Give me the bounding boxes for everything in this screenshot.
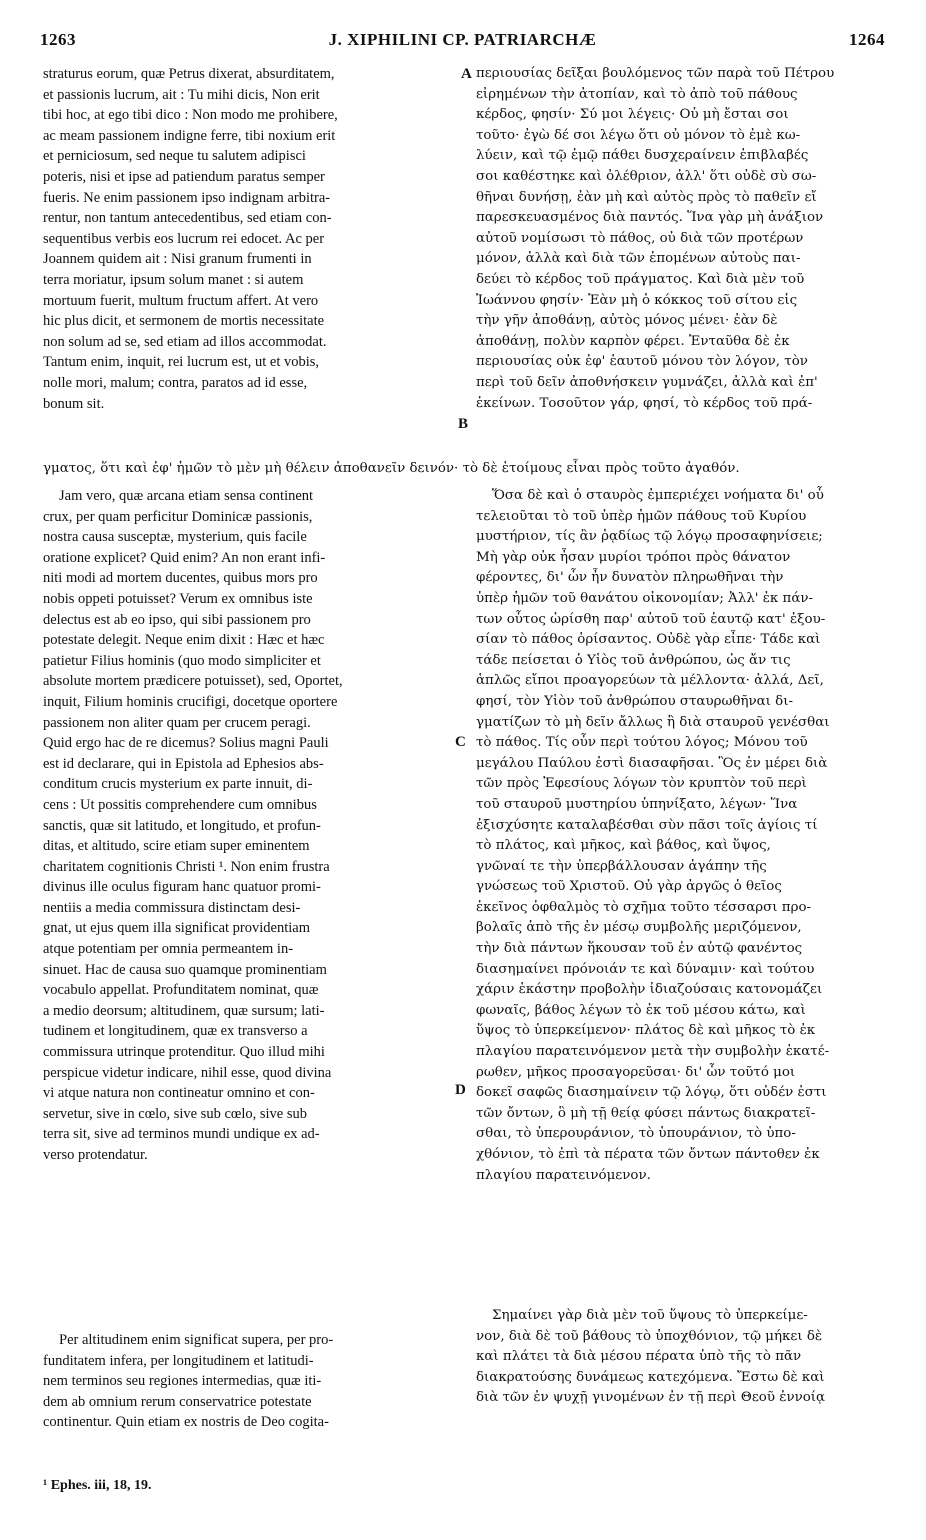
text-line: ἐξισχύσητε καταλαβέσθαι σὺν πᾶσι τοῖς ἁγίοις τί bbox=[476, 817, 818, 833]
margin-marker-c: C bbox=[455, 734, 466, 750]
text-line: mortuum fuerit, multum fructum affert. At vero bbox=[43, 292, 319, 309]
text-line: charitatem cognitionis Christi ¹. Non enim frustra bbox=[43, 858, 330, 875]
text-line: Μὴ γὰρ οὐκ ἦσαν μυρίοι τρόποι πρὸς θάνατον bbox=[476, 549, 791, 565]
text-line: δοκεῖ σαφῶς διασημαίνειν τῷ λόγῳ, ὅτι οὐδέν ἐστι bbox=[476, 1085, 827, 1101]
text-line: conditum crucis mysterium ex parte innuit, di- bbox=[43, 776, 313, 793]
text-line: μυστήριον, τίς ἂν ῥᾳδίως τῷ λόγῳ προσαφηνίσειε; bbox=[476, 529, 823, 545]
text-line: nolle mori, malum; contra, paratos ad id esse, bbox=[43, 374, 308, 391]
margin-marker-d: D bbox=[455, 1082, 466, 1098]
text-line: διὰ τῶν ἐν ψυχῇ γινομένων ἐν τῇ περὶ Θεοῦ ἐννοίᾳ bbox=[476, 1390, 826, 1406]
text-line: gnat, ut ejus quem illa significat providentiam bbox=[43, 920, 310, 937]
latin-paragraph-last bbox=[43, 1330, 456, 1433]
text-line: a medio deorsum; altitudinem, quæ sursum; lati- bbox=[43, 1002, 325, 1019]
text-line: γνώσεως τοῦ Χριστοῦ. Οὐ γὰρ ἀργῶς ὁ θεῖος bbox=[476, 879, 782, 895]
text-line: et perniciosum, sed neque tu salutem adipisci bbox=[43, 148, 306, 165]
text-line: φησί, τὸν Υἱὸν τοῦ ἀνθρώπου σταυρωθῆναι δι- bbox=[476, 693, 794, 709]
text-line: τὸ πλάτος, καὶ μῆκος, καὶ βάθος, καὶ ὕψος, bbox=[476, 838, 771, 854]
text-line: δεύει τὸ κέρδος τοῦ πράγματος. Καὶ διὰ μὲν τοῦ bbox=[476, 271, 805, 287]
text-line: sequentibus verbis eos lucrum rei edocet. Ac per bbox=[43, 230, 325, 247]
text-line: τὴν γῆν ἀποθάνῃ, αὐτὸς μόνος μένει· ἐὰν δὲ bbox=[476, 313, 778, 329]
text-line: τὴν διὰ πάντων ἥκουσαν τοῦ ἐν αὐτῷ φανέντος bbox=[476, 941, 803, 957]
text-line: passionem non aliter quam per crucem peragi. bbox=[43, 714, 311, 731]
text-line: βολαῖς ἀπὸ τῆς ἐν μέσῳ συμβολῆς μεριζόμενον, bbox=[476, 920, 802, 936]
text-line: σοι καθέστηκε καὶ ὀλέθριον, ἀλλ' ὅτι οὐδὲ σὺ σω- bbox=[476, 168, 817, 184]
text-line: περὶ τοῦ δεῖν ἀποθνήσκειν γυμνάζει, ἀλλὰ καὶ ἐπ' bbox=[476, 374, 818, 390]
text-line: et passionis lucrum, ait : Tu mihi dicis, Non erit bbox=[43, 86, 320, 103]
text-line: rentur, non tantum antecedentibus, sed etiam con- bbox=[43, 210, 332, 227]
text-line: πλαγίου παρατεινόμενον. bbox=[476, 1167, 651, 1183]
text-line: γματίζων τὸ μὴ δεῖν ἄλλως ἢ διὰ σταυροῦ γενέσθαι bbox=[476, 714, 830, 730]
text-line: tibi hoc, at ego tibi dico : Non modo me prohibere, bbox=[43, 107, 338, 124]
text-line: sinuet. Hac de causa suo quamque prominentiam bbox=[43, 961, 327, 978]
text-line: fueris. Ne enim passionem ipso indignam arbitra- bbox=[43, 189, 331, 206]
text-line: ἐκεῖνος ὀφθαλμὸς τὸ σχῆμα τοῦτο τέσσαρσι προ- bbox=[476, 899, 812, 915]
text-line: τῶν ὄντων, ὃ μὴ τῇ θείᾳ φύσει πάντως διακρατεῖ- bbox=[476, 1105, 816, 1121]
margin-marker-b: B bbox=[458, 416, 469, 432]
text-line: crux, per quam perficitur Dominicæ passionis, bbox=[43, 508, 313, 525]
text-line: bonum sit. bbox=[43, 395, 105, 412]
text-line: tudinem et longitudinem, quæ ex transverso a bbox=[43, 1023, 308, 1040]
text-line: Σημαίνει γὰρ διὰ μὲν τοῦ ὕψους τὸ ὑπερκείμε- bbox=[492, 1308, 808, 1323]
text-line: commissura utrinque protenditur. Quo illud mihi bbox=[43, 1044, 325, 1061]
greek-paragraph-last bbox=[476, 1306, 889, 1409]
text-line: ὕψος τὸ ὑπερκείμενον· πλάτος δὲ καὶ μῆκος τὸ ἐκ bbox=[476, 1023, 816, 1039]
text-line: funditatem infera, per longitudinem et latitudi- bbox=[43, 1352, 314, 1369]
text-line: εἰρημένων τὴν ἀτοπίαν, καὶ τὸ ἀπὸ τοῦ πάθους bbox=[476, 86, 798, 102]
text-line: ρωθεν, μῆκος προσαγορεῦσαι· δι' ὧν τοῦτό μοι bbox=[476, 1064, 796, 1080]
text-line: αὐτοῦ νομίσωσι τὸ πάθος, οὐ διὰ τῶν προτέρων bbox=[476, 230, 804, 246]
text-line: τελειοῦται τὸ τοῦ ὑπὲρ ἡμῶν πάθους τοῦ Κυρίου bbox=[476, 508, 807, 524]
spanning-greek-line: γματος, ὅτι καὶ ἐφ' ἡμῶν τὸ μὲν μὴ θέλειν ἀποθανεῖν δεινόν· τὸ δὲ ἑτοίμους εἶναι πρὸς τοῦτο ἀγαθόν. bbox=[43, 461, 740, 476]
text-line: παρεσκευασμένος διὰ παντός. Ἵνα γὰρ μὴ ἀνάξιον bbox=[476, 210, 824, 226]
text-line: τὸ πάθος. Τίς οὖν περὶ τούτου λόγος; Μόνου τοῦ bbox=[476, 735, 808, 751]
greek-column-top bbox=[476, 64, 889, 414]
text-line: τάδε πείσεται ὁ Υἱὸς τοῦ ἀνθρώπου, ὡς ἄν τις bbox=[476, 652, 791, 668]
text-line: hic plus dicit, et sermonem de mortis necessitate bbox=[43, 313, 325, 330]
text-line: ἀποθάνῃ, πολὺν καρπὸν φέρει. Ἐνταῦθα δὲ ἐκ bbox=[476, 333, 790, 349]
text-line: nem terminos seu regiones intermedias, quæ iti- bbox=[43, 1373, 322, 1390]
margin-marker-a: A bbox=[461, 66, 472, 82]
text-line: τοῦτο· ἐγὼ δέ σοι λέγω ὅτι οὐ μόνον τὸ ἐμὲ κω- bbox=[476, 127, 801, 143]
text-line: poteris, nisi et ipse ad patiendum paratus semper bbox=[43, 168, 325, 185]
running-title: J. XIPHILINI CP. PATRIARCHÆ bbox=[328, 30, 597, 49]
footnote: ¹ Ephes. iii, 18, 19. bbox=[43, 1478, 152, 1493]
text-line: τοῦ σταυροῦ μυστηρίου ὑπηνίξατο, λέγων· Ἵνα bbox=[476, 796, 798, 812]
text-line: divinus ille oculus figuram hanc quatuor promi- bbox=[43, 879, 321, 896]
text-line: inquit, Filium hominis crucifigi, docetque oportere bbox=[43, 693, 338, 710]
text-line: Joannem quidem ait : Nisi granum frumenti in bbox=[43, 251, 312, 268]
text-line: straturus eorum, quæ Petrus dixerat, absurditatem, bbox=[43, 66, 335, 82]
text-line: terra moriatur, ipsum solum manet : si autem bbox=[43, 271, 304, 288]
text-line: ἐκείνων. Τοσοῦτον γάρ, φησί, τὸ κέρδος τοῦ πρά- bbox=[476, 395, 813, 411]
text-line: vocabulo appellat. Profunditatem nominat, quæ bbox=[43, 982, 319, 999]
text-line: terra sit, sive ad terminos mundi undique ex ad- bbox=[43, 1126, 320, 1143]
text-line: dem ab omnium rerum conservatrice potestate bbox=[43, 1393, 312, 1410]
text-line: non solum ad se, sed etiam ad illos accommodat. bbox=[43, 333, 327, 350]
text-line: Quid ergo hac de re dicemus? Solius magni Pauli bbox=[43, 735, 329, 752]
text-line: ὑπὲρ ἡμῶν τοῦ θανάτου οἰκονομίαν; Ἀλλ' ἐκ πάν- bbox=[476, 590, 814, 606]
text-line: oratione explicet? Quid enim? An non erant infi- bbox=[43, 549, 326, 566]
text-line: atque potentiam per omnia permeantem in- bbox=[43, 941, 294, 958]
page-number-left: 1263 bbox=[40, 30, 76, 49]
text-line: φέροντες, δι' ὧν ἦν δυνατὸν πληρωθῆναι τὴν bbox=[476, 570, 784, 586]
text-line: πλαγίου παρατεινόμενον μετὰ τὴν συμβολὴν ἑκατέ- bbox=[476, 1044, 830, 1060]
text-line: περιουσίας δεῖξαι βουλόμενος τῶν παρὰ τοῦ Πέτρου bbox=[476, 66, 835, 81]
text-line: patietur Filius hominis (quo modo simpliciter et bbox=[43, 652, 321, 669]
text-line: continentur. Quin etiam ex nostris de Deo cogita- bbox=[43, 1414, 329, 1431]
text-line: delectus est ab eo ipso, qui sibi passionem pro bbox=[43, 611, 311, 628]
text-line: nostra causa susceptæ, mysterium, quis facile bbox=[43, 529, 307, 546]
text-line: Tantum enim, inquit, rei lucrum est, ut et vobis, bbox=[43, 354, 320, 371]
text-line: ditas, et altitudo, scire etiam super eminentem bbox=[43, 838, 310, 855]
text-line: μόνον, ἀλλὰ καὶ διὰ τῶν ἑπομένων αὐτοὺς παι- bbox=[476, 251, 801, 267]
text-line: Ὅσα δὲ καὶ ὁ σταυρὸς ἐμπεριέχει νοήματα δι' οὗ bbox=[492, 488, 824, 503]
page-number-right: 1264 bbox=[849, 30, 885, 49]
page-header bbox=[40, 30, 885, 60]
latin-column-top bbox=[43, 64, 456, 414]
text-line: θῆναι δυνήσῃ, ἐὰν μὴ καὶ αὐτὸς πρὸς τὸ παθεῖν εἴ bbox=[476, 189, 817, 205]
text-line: διακρατούσης δυνάμεως κατεχόμενα. Ἔστω δὲ καὶ bbox=[476, 1369, 825, 1385]
text-line: vi atque natura non contineatur omnino et con- bbox=[43, 1085, 315, 1102]
text-line: ac meam passionem indigne ferre, tibi noxium erit bbox=[43, 127, 336, 144]
text-line: κέρδος, φησίν· Σύ μοι λέγεις· Οὐ μὴ ἔσται σοι bbox=[476, 107, 789, 123]
text-line: νον, διὰ δὲ τοῦ βάθους τὸ ὑποχθόνιον, τῷ μήκει δὲ bbox=[476, 1328, 823, 1344]
greek-column-main bbox=[476, 486, 889, 1186]
text-line: cens : Ut possitis comprehendere cum omnibus bbox=[43, 796, 317, 813]
text-line: niti modi ad mortem ducentes, quibus mors pro bbox=[43, 570, 318, 587]
text-line: χάριν ἑκάστην προβολὴν ἰδιαζούσαις κατονομάζει bbox=[476, 982, 823, 998]
text-line: Ἰωάννου φησίν· Ἐὰν μὴ ὁ κόκκος τοῦ σίτου εἰς bbox=[476, 292, 798, 308]
text-line: nobis oppeti potuisset? Verum ex omnibus iste bbox=[43, 590, 313, 607]
text-line: σίαν τὸ πάθος ὁρίσαντος. Οὐδὲ γὰρ εἶπε· Τάδε καὶ bbox=[476, 632, 821, 648]
text-line: absolute mortem prædicere potuisset), sed, Oportet, bbox=[43, 673, 343, 690]
text-line: est id declarare, qui in Epistola ad Ephesios abs- bbox=[43, 755, 324, 772]
text-line: διασημαίνει πρόνοιάν τε καὶ δύναμιν· καὶ τούτου bbox=[476, 961, 815, 977]
latin-column-main bbox=[43, 486, 456, 1166]
text-line: Per altitudinem enim significat supera, per pro- bbox=[59, 1332, 334, 1348]
text-line: potestate delegit. Neque enim dixit : Hæc et hæc bbox=[43, 632, 325, 649]
text-line: nentiis a media commissura distinctam desi- bbox=[43, 899, 301, 916]
text-line: verso protendatur. bbox=[43, 1147, 148, 1163]
text-line: περιουσίας οὐκ ἐφ' ἑαυτοῦ μόνου τὸν λόγον, τὸν bbox=[476, 354, 808, 370]
text-line: χθόνιον, τὸ ἐπὶ τὰ πέρατα τῶν ὄντων πάντοθεν ἐκ bbox=[476, 1147, 820, 1162]
text-line: σθαι, τὸ ὑπερουράνιον, τὸ ὑπουράνιον, τὸ ὑπο- bbox=[476, 1126, 796, 1142]
text-line: γνῶναί τε τὴν ὑπερβάλλουσαν ἀγάπην τῆς bbox=[476, 858, 767, 874]
text-line: φωναῖς, βάθος λέγων τὸ ἐκ τοῦ μέσου κάτω, καὶ bbox=[476, 1002, 806, 1018]
text-line: sanctis, quæ sit latitudo, et longitudo, et profun- bbox=[43, 817, 321, 834]
text-line: λύειν, καὶ τῷ ἐμῷ πάθει δυσχεραίνειν ἐπιβλαβές bbox=[476, 148, 809, 164]
text-line: τῶν πρὸς Ἐφεσίους λόγων τὸν κρυπτὸν τοῦ περὶ bbox=[476, 776, 807, 792]
text-line: ἁπλῶς εἴποι προαγορεύων τὰ μέλλοντα· ἀλλά, Δεῖ, bbox=[476, 673, 824, 689]
text-line: perspicue videtur indicare, nihil esse, quod divina bbox=[43, 1064, 332, 1081]
text-line: μεγάλου Παύλου ἐστὶ διασαφῆσαι. Ὃς ἐν μέρει διὰ bbox=[476, 755, 828, 771]
text-line: καὶ πλάτει τὰ διὰ μέσου πέρατα ὑπὸ τῆς τὸ πᾶν bbox=[476, 1349, 802, 1365]
text-line: των οὗτος ὡρίσθη παρ' αὐτοῦ τοῦ ἑαυτῷ κατ' ἐξου- bbox=[476, 611, 826, 627]
text-line: servetur, sive in cœlo, sive sub cœlo, sive sub bbox=[43, 1105, 308, 1122]
text-line: Jam vero, quæ arcana etiam sensa continent bbox=[59, 488, 314, 504]
